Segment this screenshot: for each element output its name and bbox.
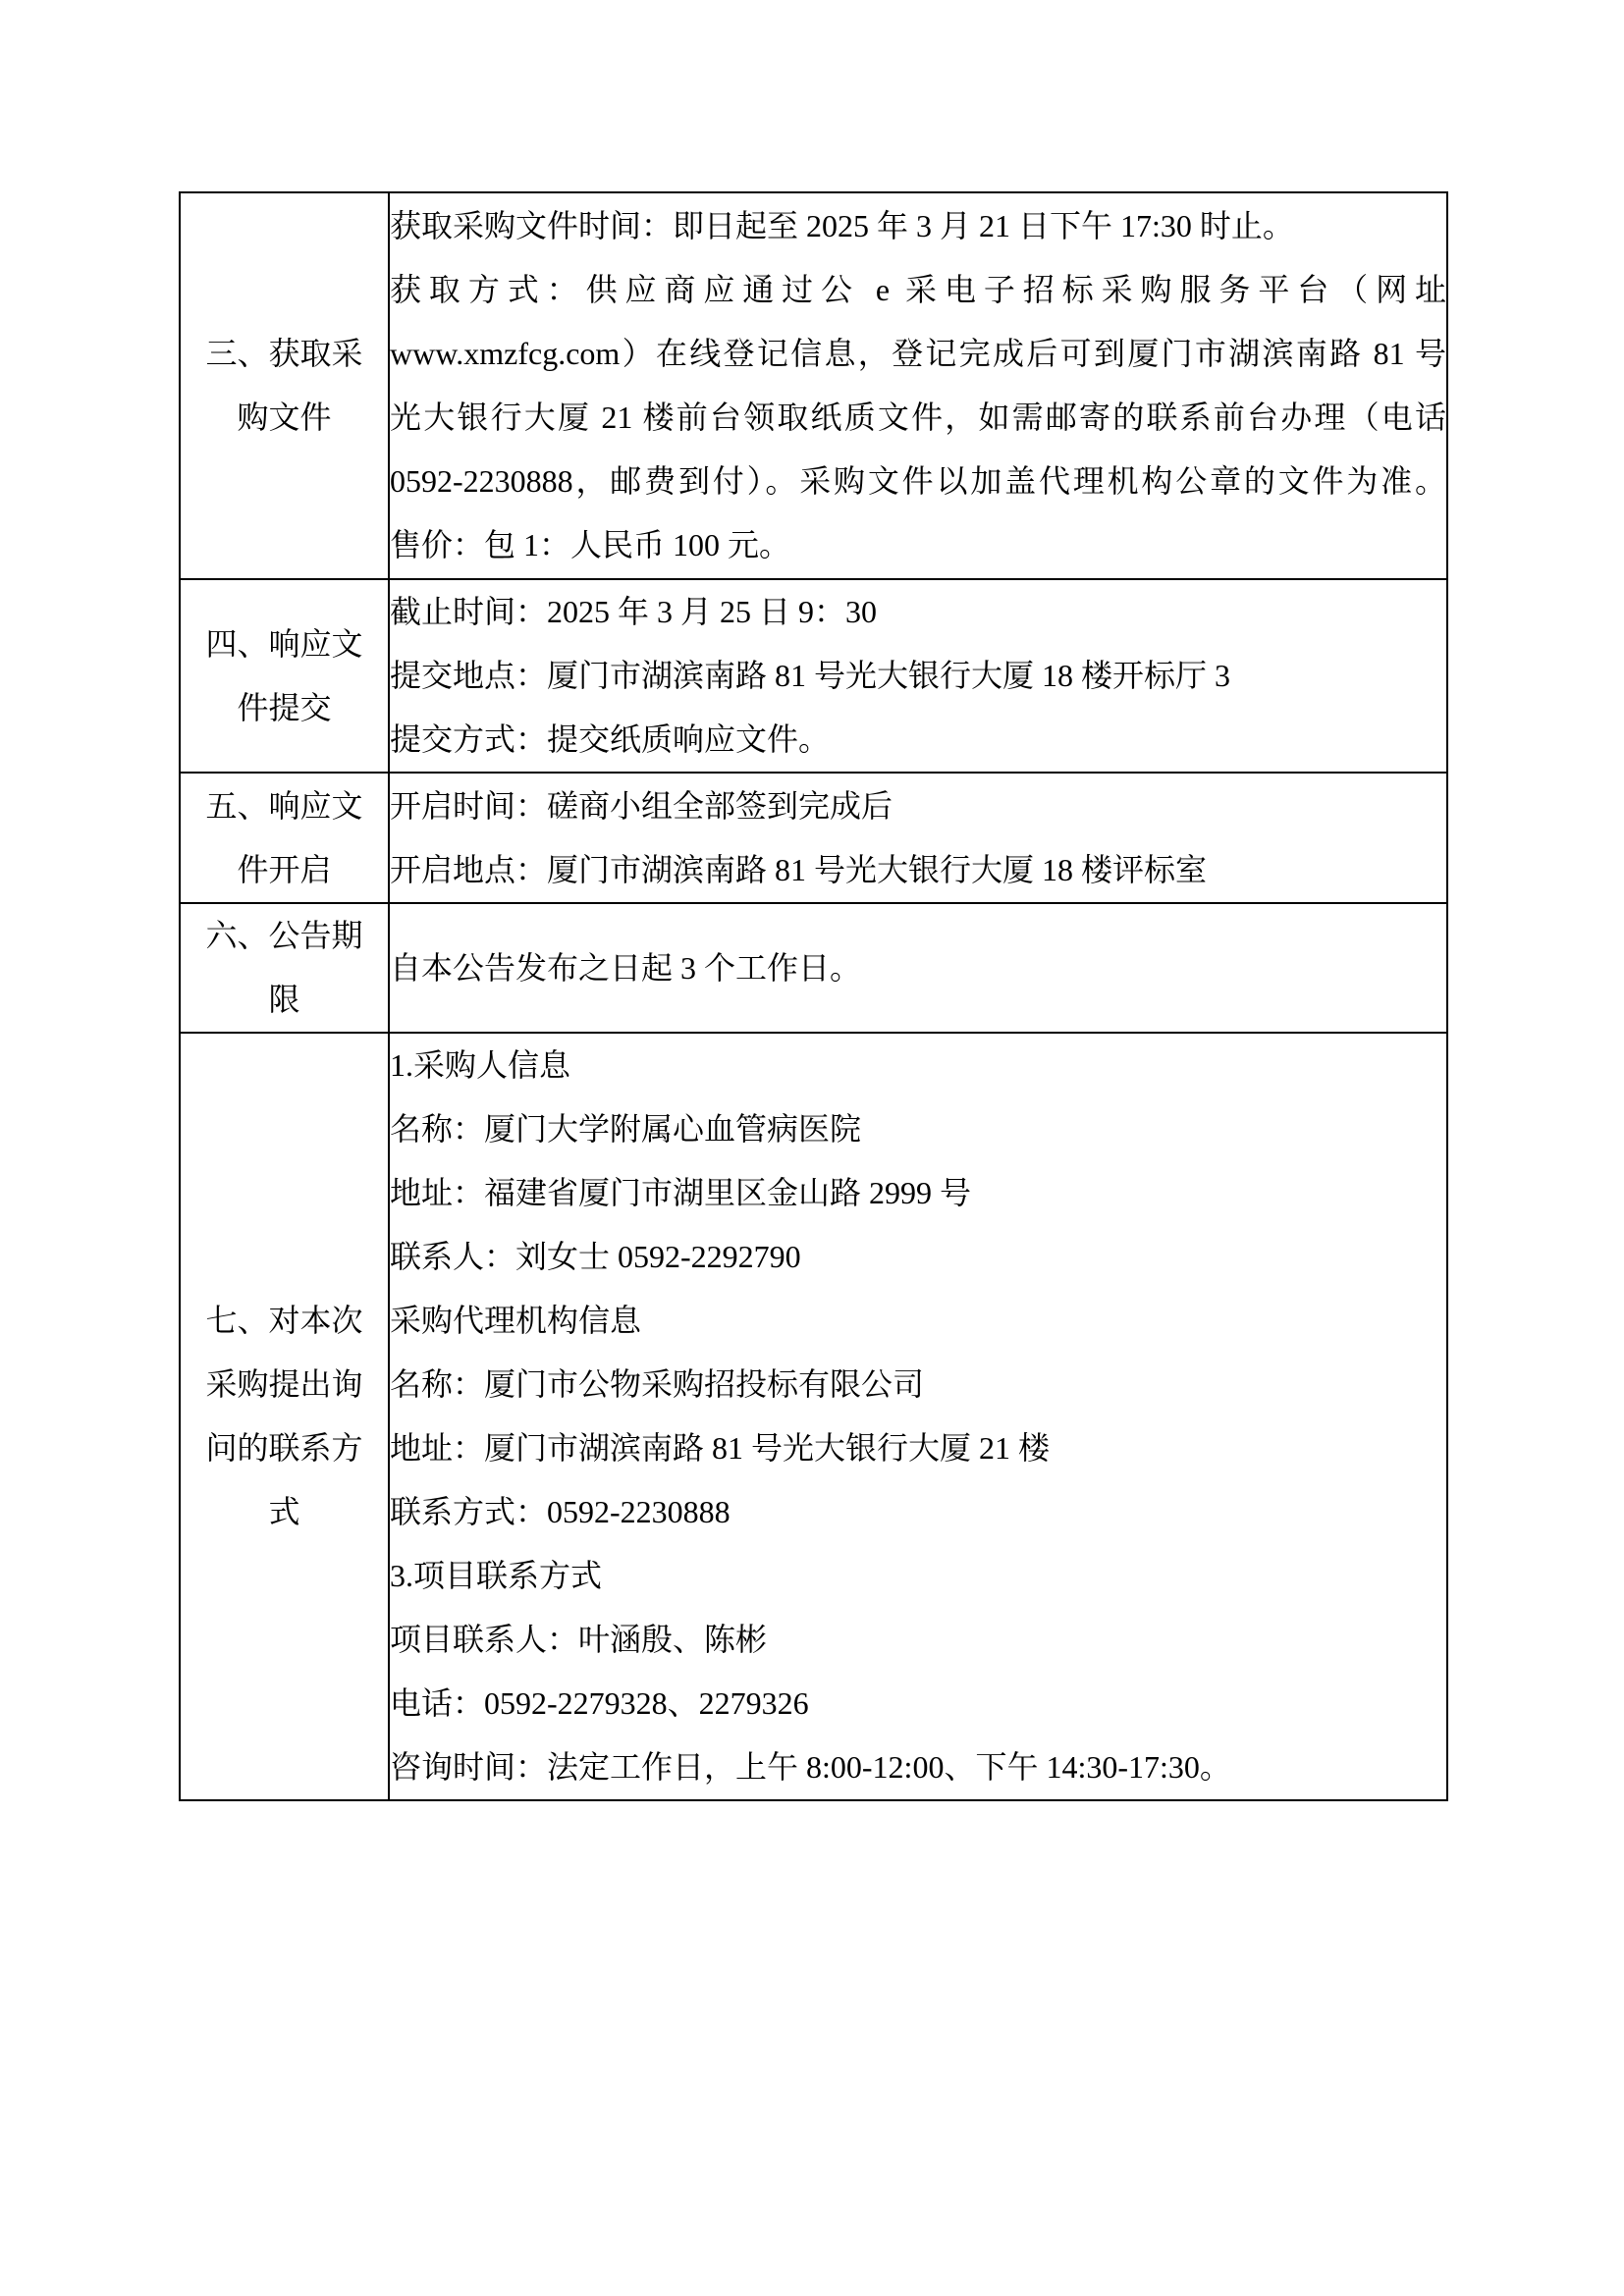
row-label-line: 采购提出询 xyxy=(205,1366,363,1402)
table-row-response-opening xyxy=(180,773,1447,903)
content-line: 电话：0592-2279328、2279326 xyxy=(390,1685,809,1721)
content-line: 地址：厦门市湖滨南路 81 号光大银行大厦 21 楼 xyxy=(390,1430,1051,1466)
row-label-response-submission xyxy=(180,579,389,773)
content-line: 联系人：刘女士 0592-2292790 xyxy=(390,1239,801,1274)
content-line: 提交地点：厦门市湖滨南路 81 号光大银行大厦 18 楼开标厅 3 xyxy=(390,658,1231,693)
row-content-obtain-documents xyxy=(389,192,1447,579)
row-label-line: 七、对本次 xyxy=(205,1303,363,1338)
content-line: 采购代理机构信息 xyxy=(390,1303,642,1338)
row-label-obtain-documents xyxy=(180,192,389,579)
row-label-line: 五、响应文 xyxy=(205,787,363,824)
content-line: 提交方式：提交纸质响应文件。 xyxy=(390,721,831,757)
content-line: 自本公告发布之日起 3 个工作日。 xyxy=(390,949,862,986)
content-line: 光大银行大厦 21 楼前台领取纸质文件，如需邮寄的联系前台办理（电话 xyxy=(390,400,1446,435)
table-row-response-submission xyxy=(180,579,1447,773)
table-row-announcement-period xyxy=(180,903,1447,1033)
table-row-contact-info xyxy=(180,1033,1447,1800)
row-label-line: 问的联系方 xyxy=(205,1430,363,1466)
content-line: 获取方式：供应商应通过公 e 采电子招标采购服务平台（网址 xyxy=(390,272,1446,307)
content-line: 地址：福建省厦门市湖里区金山路 2999 号 xyxy=(390,1175,972,1210)
content-line: 3.项目联系方式 xyxy=(390,1558,603,1593)
content-line: 联系方式：0592-2230888 xyxy=(390,1494,731,1529)
row-label-line: 六、公告期 xyxy=(205,918,363,953)
row-label-line: 件提交 xyxy=(237,689,332,725)
content-line: 截止时间：2025 年 3 月 25 日 9：30 xyxy=(390,594,878,629)
content-line: 0592-2230888，邮费到付）。采购文件以加盖代理机构公章的文件为准。 xyxy=(390,463,1446,499)
content-line: 1.采购人信息 xyxy=(390,1047,571,1083)
row-label-line: 式 xyxy=(268,1494,300,1529)
content-line: 获取采购文件时间：即日起至 2025 年 3 月 21 日下午 17:30 时止。 xyxy=(390,208,1294,243)
row-label-line: 件开启 xyxy=(237,851,332,887)
table-row-obtain-documents xyxy=(180,192,1447,579)
row-label-line: 四、响应文 xyxy=(205,625,363,662)
row-label-announcement-period xyxy=(180,903,389,1033)
row-content-contact-info xyxy=(389,1033,1447,1800)
row-label-line: 限 xyxy=(268,982,300,1017)
row-content-response-opening xyxy=(389,773,1447,903)
content-line: 售价：包 1：人民币 100 元。 xyxy=(390,527,791,562)
row-label-contact-info xyxy=(180,1033,389,1800)
content-line: 项目联系人：叶涵殷、陈彬 xyxy=(390,1622,768,1657)
row-label-line: 三、获取采 xyxy=(205,336,363,371)
content-line: 名称：厦门大学附属心血管病医院 xyxy=(390,1111,862,1147)
row-content-announcement-period xyxy=(389,903,1447,1033)
content-line: 咨询时间：法定工作日，上午 8:00-12:00、下午 14:30-17:30。 xyxy=(390,1749,1231,1785)
content-line: 名称：厦门市公物采购招投标有限公司 xyxy=(390,1366,925,1402)
procurement-notice-table xyxy=(179,191,1448,1801)
row-label-response-opening xyxy=(180,773,389,903)
row-label-line: 购文件 xyxy=(237,400,332,435)
content-line: 开启时间：磋商小组全部签到完成后 xyxy=(390,787,893,824)
content-line: www.xmzfcg.com）在线登记信息，登记完成后可到厦门市湖滨南路 81 号 xyxy=(390,336,1446,371)
row-content-response-submission xyxy=(389,579,1447,773)
content-line: 开启地点：厦门市湖滨南路 81 号光大银行大厦 18 楼评标室 xyxy=(390,851,1208,887)
